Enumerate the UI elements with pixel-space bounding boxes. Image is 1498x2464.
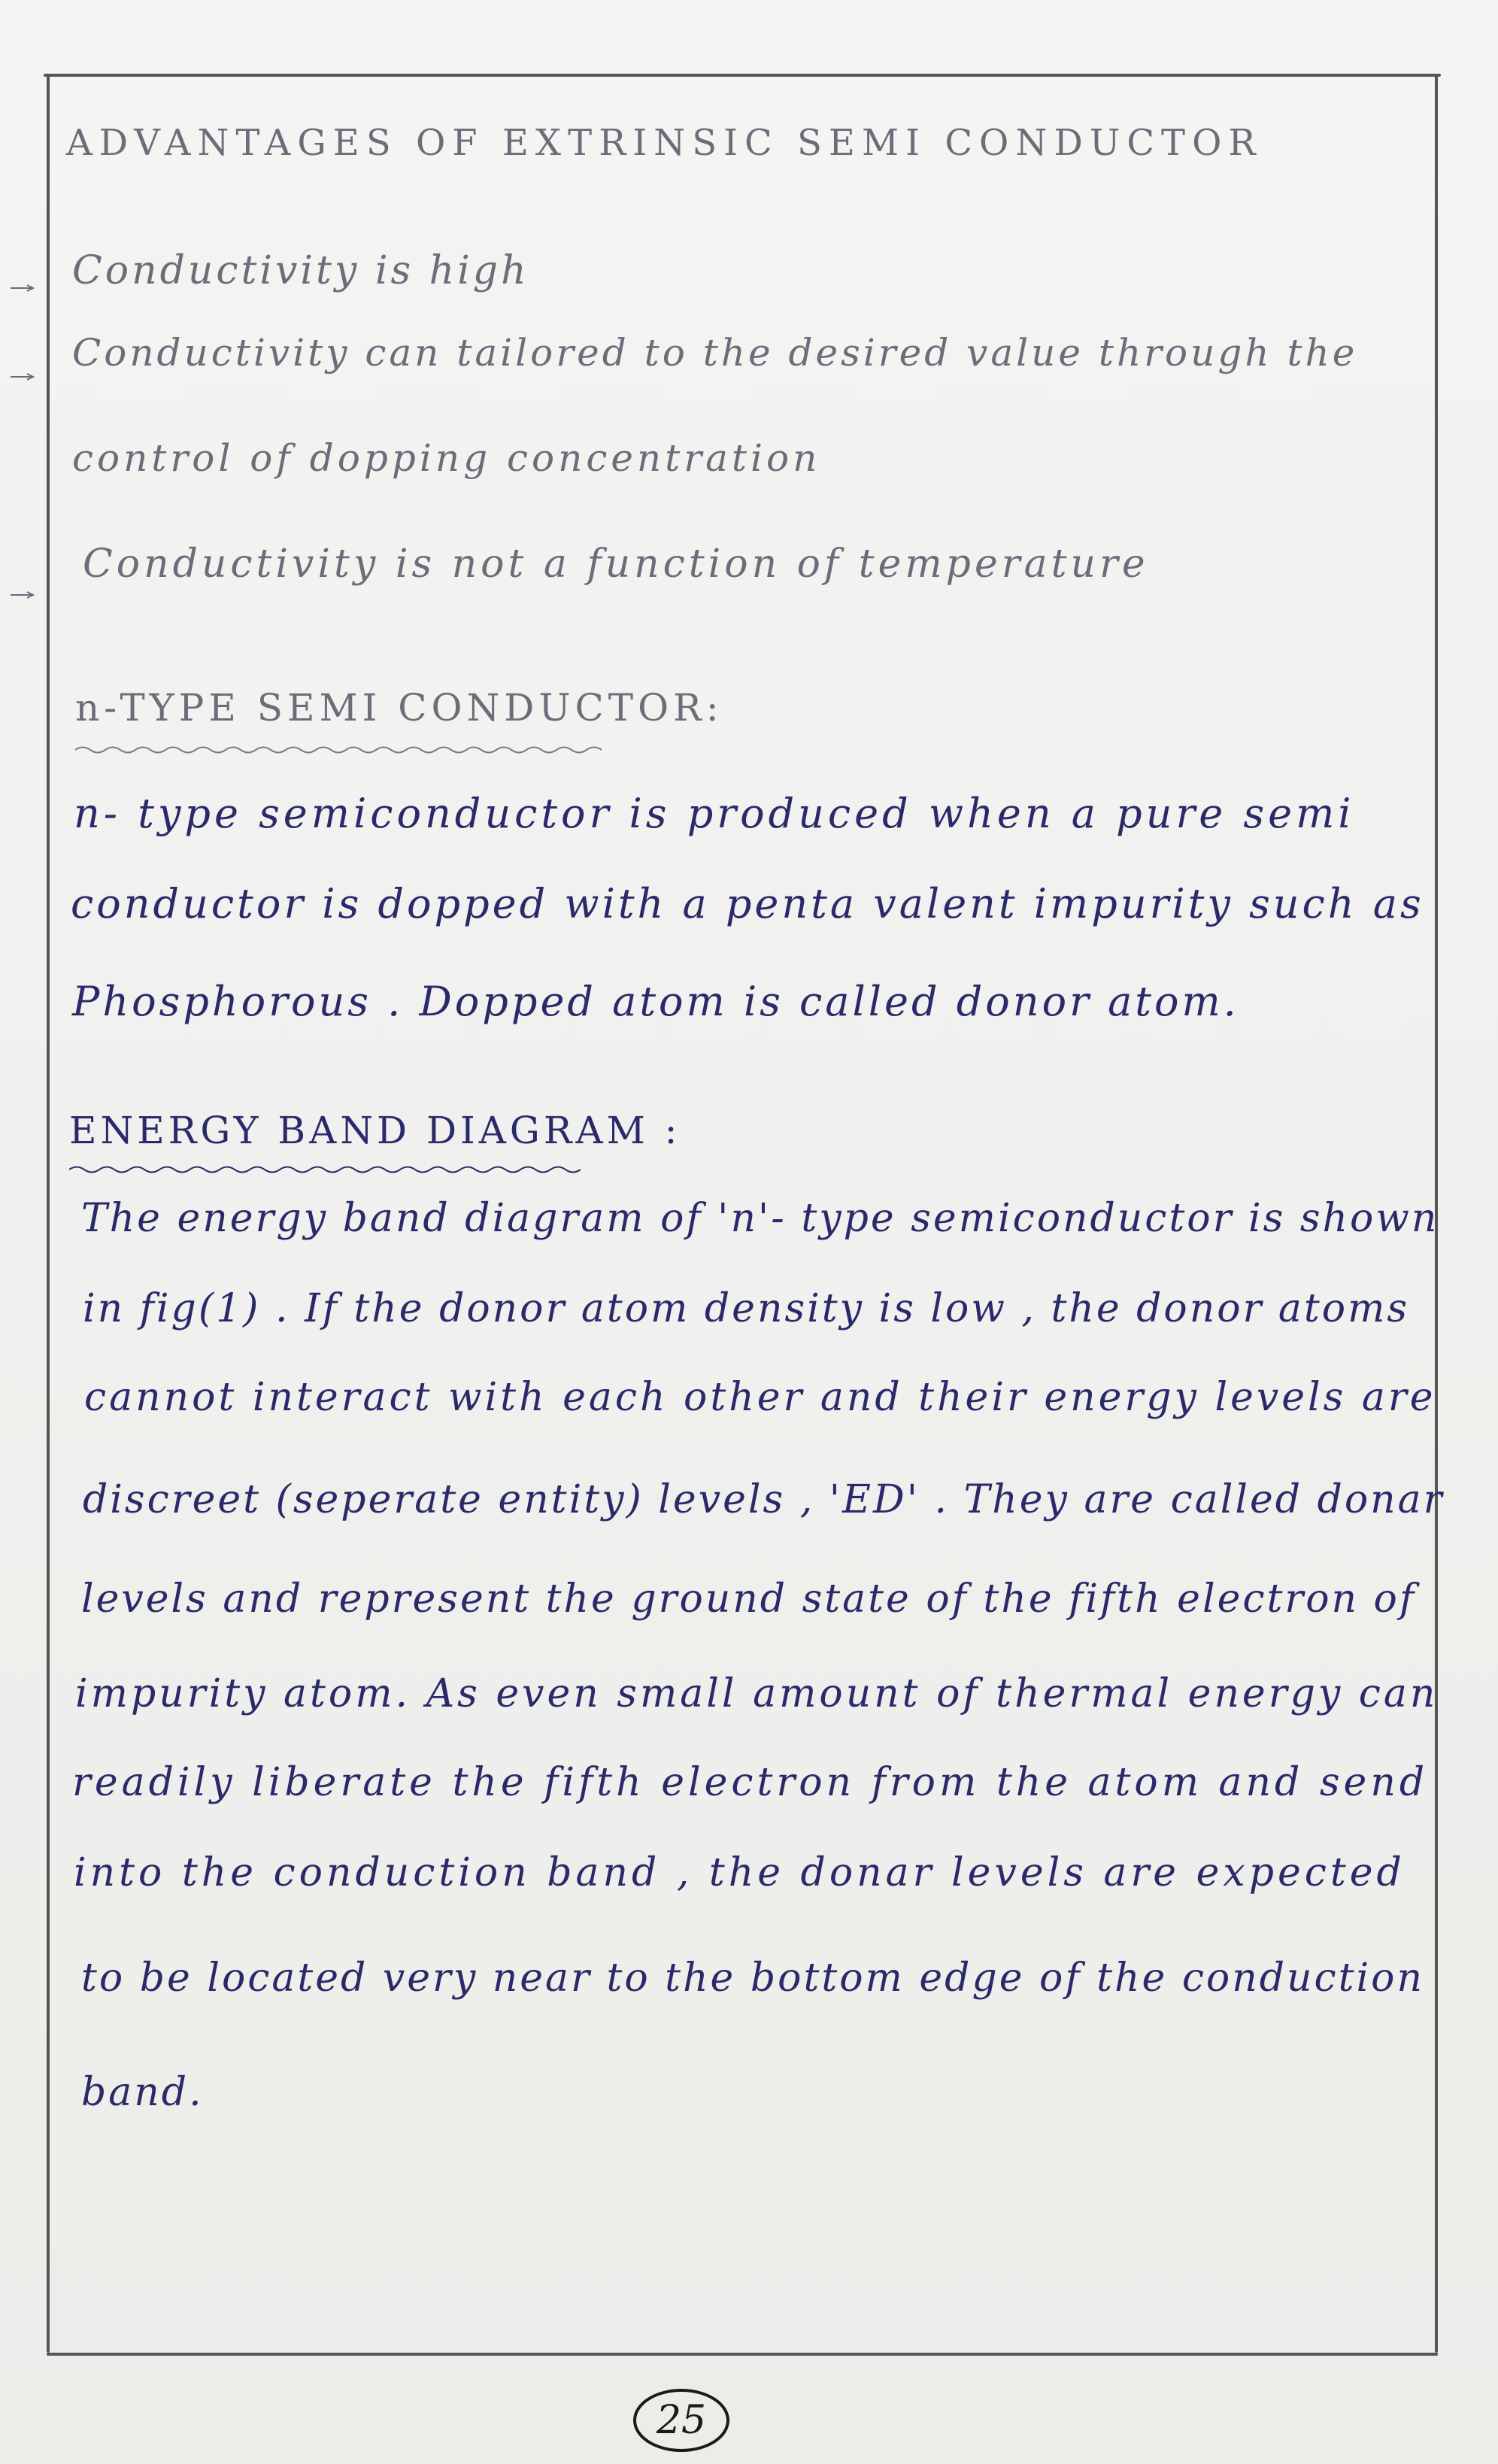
energy-band-line-1: The energy band diagram of 'n'- type semiconductor is shown [81,1196,1439,1241]
heading-underline-wavy [69,1164,581,1175]
ntype-line-3: Phosphorous . Dopped atom is called donor atom. [72,978,1239,1025]
energy-band-line-6: impurity atom. As even small amount of thermal energy can [75,1671,1439,1716]
advantages-point-2-continued: control of dopping concentration [72,436,821,480]
energy-band-line-9: to be located very near to the bottom edge of the conduction [81,1956,1424,2001]
ntype-line-1: n- type semiconductor is produced when a pure semi [74,790,1355,837]
energy-band-line-2: in fig(1) . If the donor atom density is low , the donor atoms [83,1286,1410,1331]
energy-band-line-8: into the conduction band , the donar levels are expected [74,1850,1406,1895]
energy-band-line-4: discreet (seperate entity) levels , 'ED' . They are called donar [83,1477,1445,1522]
bullet-arrow-icon [9,373,39,381]
page-number: 25 [656,2398,707,2443]
ntype-heading: n-TYPE SEMI CONDUCTOR: [75,686,723,730]
advantages-point-2: Conductivity can tailored to the desired value through the [72,331,1358,375]
page-frame-top-line [44,74,1441,77]
energy-band-line-3: cannot interact with each other and their energy levels are [84,1375,1436,1420]
advantages-point-3: Conductivity is not a function of temperature [83,542,1149,587]
energy-band-line-5: levels and represent the ground state of the fifth electron of [81,1576,1417,1622]
advantages-point-1: Conductivity is high [72,248,529,293]
page-frame-bottom-line [47,2353,1438,2356]
bullet-arrow-icon [9,591,39,599]
heading-underline-wavy [75,745,602,755]
energy-band-line-10: band. [81,2070,204,2115]
bullet-arrow-icon [9,284,39,292]
page-frame-left-line [47,74,50,2353]
energy-band-heading: ENERGY BAND DIAGRAM : [69,1109,681,1152]
energy-band-line-7: readily liberate the fifth electron from the atom and send [72,1760,1429,1805]
ntype-line-2: conductor is dopped with a penta valent impurity such as [71,880,1424,927]
page-number-circle [633,2389,729,2452]
advantages-heading: ADVANTAGES OF EXTRINSIC SEMI CONDUCTOR [66,122,1263,164]
